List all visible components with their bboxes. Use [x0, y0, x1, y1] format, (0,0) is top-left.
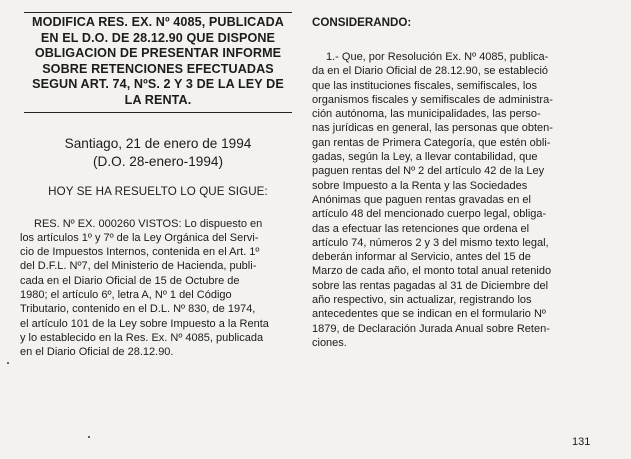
- right-column: [312, 12, 600, 350]
- title-bottom-rule: [24, 112, 292, 113]
- resolution-intro: HOY SE HA RESUELTO LO QUE SIGUE:: [48, 184, 268, 198]
- paragraph-line: y lo establecido en la Res. Ex. Nº 4085, publicada: [20, 331, 264, 344]
- paragraph-line: sobre Impuesto a la Renta y las Sociedades: [312, 179, 528, 192]
- scan-speck: [88, 436, 90, 438]
- paragraph-line: 1.- Que, por Resolución Ex. Nº 4085, publica-: [326, 51, 549, 63]
- paragraph-line: ciones.: [312, 336, 347, 349]
- title-line: SEGUN ART. 74, NºS. 2 Y 3 DE LA LEY DE: [32, 77, 284, 92]
- paragraph-line: el artículo 101 de la Ley sobre Impuesto a la Renta: [20, 317, 269, 330]
- paragraph-line: ción autónoma, las municipalidades, las perso-: [312, 108, 541, 121]
- paragraph-line: cio de Impuestos Internos, contenida en el Art. 1º: [20, 246, 260, 259]
- considering-heading: CONSIDERANDO:: [312, 16, 412, 29]
- paragraph-line: artículo 48 del mencionado cuerpo legal, obliga-: [312, 208, 547, 221]
- paragraph-line: organismos fiscales y semifiscales de administra-: [312, 93, 553, 106]
- paragraph-line: nas jurídicas en general, las personas que obten-: [312, 122, 553, 135]
- paragraph-line: antecedentes que se indican en el formulario Nº: [312, 308, 546, 321]
- paragraph-line: 1980; el artículo 6º, letra A, Nº 1 del Código: [20, 289, 232, 302]
- paragraph-line: sobre las rentas pagadas al 31 de Diciembre del: [312, 279, 549, 292]
- paragraph-line: artículo 74, números 2 y 3 del mismo texto legal,: [312, 236, 549, 249]
- vistos-paragraph: [20, 217, 296, 360]
- paragraph-line: en el Diario Oficial de 28.12.90.: [20, 346, 174, 359]
- paragraph-line: Anónimas que paguen rentas gravadas en el: [312, 193, 531, 206]
- title-top-rule: [24, 12, 292, 13]
- title-line: LA RENTA.: [124, 92, 192, 107]
- paragraph-line: Tributario, contenido en el D.L. Nº 830, de 1974,: [20, 303, 256, 316]
- title-line: MODIFICA RES. EX. Nº 4085, PUBLICADA: [32, 15, 284, 29]
- paragraph-line: RES. Nº EX. 000260 VISTOS: Lo dispuesto en: [34, 217, 263, 230]
- paragraph-line: del D.F.L. Nº7, del Ministerio de Hacienda, publi-: [20, 260, 257, 273]
- paragraph-line: paguen rentas del Nº 2 del artículo 42 de la Ley: [312, 165, 545, 178]
- page-number: 131: [572, 436, 591, 448]
- paragraph-line: gadas, según la Ley, a llevar contabilidad, que: [312, 151, 538, 164]
- paragraph-line: año respectivo, sin actualizar, registrando los: [312, 294, 532, 307]
- date-line: Santiago, 21 de enero de 1994: [64, 135, 252, 151]
- title-line: EN EL D.O. DE 28.12.90 QUE DISPONE: [40, 30, 276, 45]
- resolution-title: [20, 15, 296, 109]
- considering-paragraph: [312, 50, 600, 350]
- title-line: OBLIGACION DE PRESENTAR INFORME: [34, 46, 282, 61]
- publication-line: (D.O. 28-enero-1994): [93, 153, 223, 169]
- title-line: SOBRE RETENCIONES EFECTUADAS: [42, 61, 274, 76]
- paragraph-line: das a efectuar las retenciones que ordena el: [312, 222, 530, 235]
- paragraph-line: da en el Diario Oficial de 28.12.90, se estableció: [312, 65, 549, 78]
- paragraph-line: cada en el Diario Oficial de 15 de Octubre de: [20, 274, 240, 287]
- paragraph-line: Marzo de cada año, el monto total anual retenido: [312, 265, 552, 278]
- left-column: [20, 12, 296, 360]
- place-and-date: [20, 135, 296, 171]
- scan-speck: [7, 362, 9, 364]
- paragraph-line: los artículos 1º y 7º de la Ley Orgánica del Servi-: [20, 231, 259, 244]
- paragraph-line: gan rentas de Primera Categoría, que estén obli-: [312, 136, 551, 149]
- paragraph-line: 1879, de Declaración Jurada Anual sobre Reten-: [312, 322, 550, 335]
- paragraph-line: que las instituciones fiscales, semifiscales, los: [312, 79, 537, 92]
- paragraph-line: deberán informar al Servicio, antes del 15 de: [312, 251, 531, 264]
